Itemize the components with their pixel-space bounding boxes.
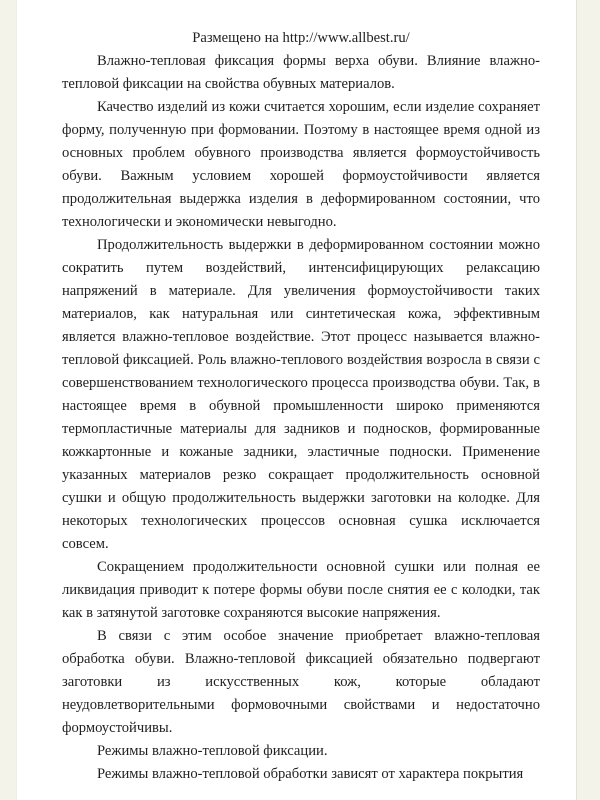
document-content (17, 0, 576, 786)
paragraph-quality: Качество изделий из кожи считается хорошим, если изделие сохраняет форму, полученную при формовании. Поэтому в настоящее время одной из основных проблем обувного производства является формоустойчивость обуви. Важным условием хорошей формоустойчивости является продолжительная выдержка изделия в деформированном состоянии, что технологически и экономически невыгодно. (62, 99, 540, 230)
paragraph-duration: Продолжительность выдержки в деформированном состоянии можно сократить путем воздействий, интенсифицирующих релаксацию напряжений в материале. Для увеличения формоустойчивости таких материалов, как натуральная или синтетическая кожа, эффективным является влажно-тепловое воздействие. Этот процесс называется влажно-тепловой фиксацией. Роль влажно-теплового воздействия возросла в связи с совершенствованием технологического процесса производства обуви. Так, в настоящее время в обувной промышленности широко применяются термопластичные материалы для задников и подносков, формированные кожкартонные и кожаные задники, эластичные подноски. Применение указанных материалов резко сокращает продолжительность основной сушки и общую продолжительность выдержки заготовки на колодке. Для некоторых технологических процессов основная сушка исключается совсем. (62, 237, 540, 552)
hosted-on-note: Размещено на http://www.allbest.ru/ (192, 30, 410, 46)
paragraph-modes-intro: Режимы влажно-тепловой обработки зависят от характера покрытия (97, 766, 524, 782)
paragraph-importance: В связи с этим особое значение приобретает влажно-тепловая обработка обуви. Влажно-тепловой фиксацией обязательно подвергают заготовки из искусственных кож, которые обладают неудовлетворительными формовочными свойствами и недостаточно формоустойчивы. (62, 628, 540, 736)
paragraph-modes-heading: Режимы влажно-тепловой фиксации. (97, 743, 328, 759)
document-page (16, 0, 577, 800)
paragraph-title: Влажно-тепловая фиксация формы верха обуви. Влияние влажно-тепловой фиксации на свойства обувных материалов. (62, 53, 540, 92)
paragraph-shortening: Сокращением продолжительности основной сушки или полная ее ликвидация приводит к потере формы обуви после снятия ее с колодки, так как в затянутой заготовке сохраняются высокие напряжения. (62, 559, 540, 621)
